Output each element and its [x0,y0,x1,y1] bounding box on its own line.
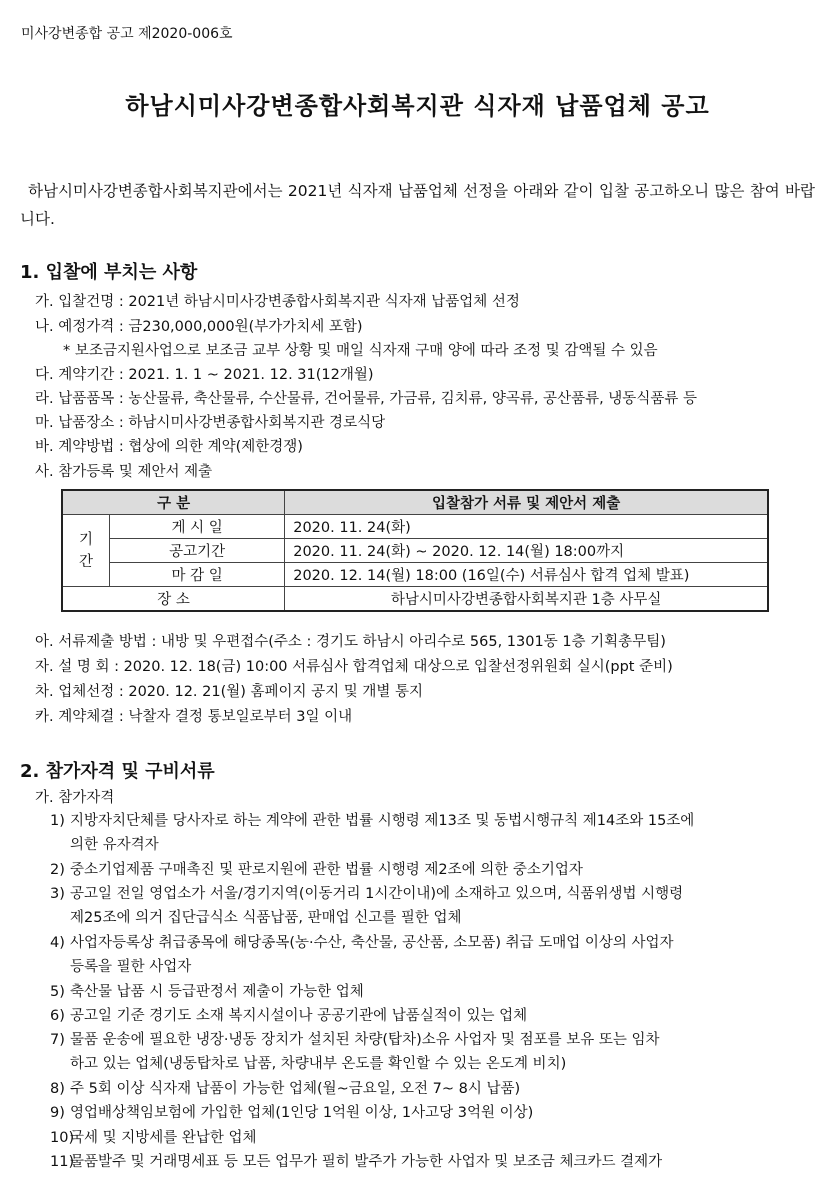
table-header-category: 구 분 [62,490,285,515]
page-title: 하남시미사강변종합사회복지관 식자재 납품업체 공고 [125,92,710,120]
table-row-value: 2020. 11. 24(화) [285,515,768,539]
table-header-docs: 입찰참가 서류 및 제안서 제출 [285,490,768,515]
item-ka: 카. 계약체결 : 낙찰자 결정 통보일로부터 3일 이내 [35,709,353,725]
list-item-number: 5) [50,984,65,1000]
place-value: 하남시미사강변종합사회복지관 1층 사무실 [285,587,768,612]
list-item-text: 공고일 기준 경기도 소재 복지시설이나 공공기관에 납품실적이 있는 업체 [70,1008,528,1024]
list-item-number: 11) [50,1154,75,1170]
item-ja: 자. 설 명 회 : 2020. 12. 18(금) 10:00 서류심사 합격업체 대상으로 입찰선정위원회 실시(ppt 준비) [35,659,673,675]
list-item-continuation: 제25조에 의거 집단급식소 식품납품, 판매업 신고를 필한 업체 [70,910,462,926]
list-item-continuation: 하고 있는 업체(냉동탑차로 납품, 차량내부 온도를 확인할 수 있는 온도계 비치) [70,1056,567,1072]
list-item [50,1126,815,1150]
table-row-value: 2020. 11. 24(화) ~ 2020. 12. 14(월) 18:00까지 [285,539,768,563]
list-item-text: 주 5회 이상 식자재 납품이 가능한 업체(월~금요일, 오전 7~ 8시 납품) [70,1081,521,1097]
item-na: 나. 예정가격 : 금230,000,000원(부가가치세 포함) [35,319,363,335]
item-ga: 가. 입찰건명 : 2021년 하남시미사강변종합사회복지관 식자재 납품업체 선정 [35,294,520,310]
list-item-text: 물품발주 및 거래명세표 등 모든 업무가 필히 발주가 가능한 사업자 및 보조금 체크카드 결제가 [70,1154,663,1170]
intro-paragraph: 하남시미사강변종합사회복지관에서는 2021년 식자재 납품업체 선정을 아래와 같이 입찰 공고하오니 많은 참여 바랍니다. [20,182,815,228]
list-item-number: 7) [50,1032,65,1048]
list-item [50,931,815,979]
list-item-continuation: 의한 유자격자 [70,837,159,853]
registration-table [61,489,769,612]
list-item [50,858,815,882]
list-item-number: 3) [50,886,65,902]
section-1-heading: 1. 입찰에 부치는 사항 [20,262,198,283]
item-ba: 바. 계약방법 : 협상에 의한 계약(제한경쟁) [35,439,303,455]
period-label: 기 간 [62,515,110,587]
table-row-label: 공고기간 [110,539,285,563]
list-item-text: 사업자등록상 취급종목에 해당종목(농·수산, 축산물, 공산품, 소모품) 취급 도매업 이상의 사업자 [70,935,674,951]
list-item-continuation: 등록을 필한 사업자 [70,959,192,975]
list-item [50,1028,815,1076]
item-ma: 마. 납품장소 : 하남시미사강변종합사회복지관 경로식당 [35,415,386,431]
list-item-number: 1) [50,813,65,829]
item-sa: 사. 참가등록 및 제안서 제출 [35,464,213,480]
list-item-text: 국세 및 지방세를 완납한 업체 [70,1130,257,1146]
list-item-text: 지방자치단체를 당사자로 하는 계약에 관한 법률 시행령 제13조 및 동법시행규칙 제14조와 15조에 [70,813,695,829]
table-row-label: 마 감 일 [110,563,285,587]
list-item-number: 10) [50,1130,75,1146]
sub-heading: 가. 참가자격 [35,790,115,806]
item-ra: 라. 납품품목 : 농산물류, 축산물류, 수산물류, 건어물류, 가금류, 김치류, 양곡류, 공산품류, 냉동식품류 등 [35,391,697,407]
section-2-heading: 2. 참가자격 및 구비서류 [20,761,215,782]
list-item-number: 4) [50,935,65,951]
list-item-text: 축산물 납품 시 등급판정서 제출이 가능한 업체 [70,984,364,1000]
list-item-text: 중소기업제품 구매촉진 및 판로지원에 관한 법률 시행령 제2조에 의한 중소기업자 [70,862,583,878]
list-item [50,1150,815,1174]
list-item [50,1101,815,1125]
item-da: 다. 계약기간 : 2021. 1. 1 ~ 2021. 12. 31(12개월) [35,367,374,383]
list-item-text: 영업배상책임보험에 가입한 업체(1인당 1억원 이상, 1사고당 3억원 이상) [70,1105,534,1121]
list-item [50,1077,815,1101]
list-item-text: 공고일 전일 영업소가 서울/경기지역(이동거리 1시간이내)에 소재하고 있으며, 식품위생법 시행령 [70,886,684,902]
document-number: 미사강변종합 공고 제2020-006호 [21,26,233,42]
list-item-number: 9) [50,1105,65,1121]
list-item-number: 2) [50,862,65,878]
item-cha: 차. 업체선정 : 2020. 12. 21(월) 홈페이지 공지 및 개별 통지 [35,684,424,700]
item-a: 아. 서류제출 방법 : 내방 및 우편접수(주소 : 경기도 하남시 아리수로 565, 1301동 1층 기획총무팀) [35,634,666,650]
list-item-number: 8) [50,1081,65,1097]
table-row-value: 2020. 12. 14(월) 18:00 (16일(수) 서류심사 합격 업체 발표) [285,563,768,587]
item-note: * 보조금지원사업으로 보조금 교부 상황 및 매일 식자재 구매 양에 따라 조정 및 감액될 수 있음 [63,343,658,359]
list-item-text: 물품 운송에 필요한 냉장·냉동 장치가 설치된 차량(탑차)소유 사업자 및 점포를 보유 또는 임차 [70,1032,660,1048]
table-row-label: 게 시 일 [110,515,285,539]
place-label: 장 소 [62,587,285,612]
list-item [50,980,815,1004]
list-item [50,1004,815,1028]
list-item [50,809,815,857]
list-item [50,882,815,930]
list-item-number: 6) [50,1008,65,1024]
